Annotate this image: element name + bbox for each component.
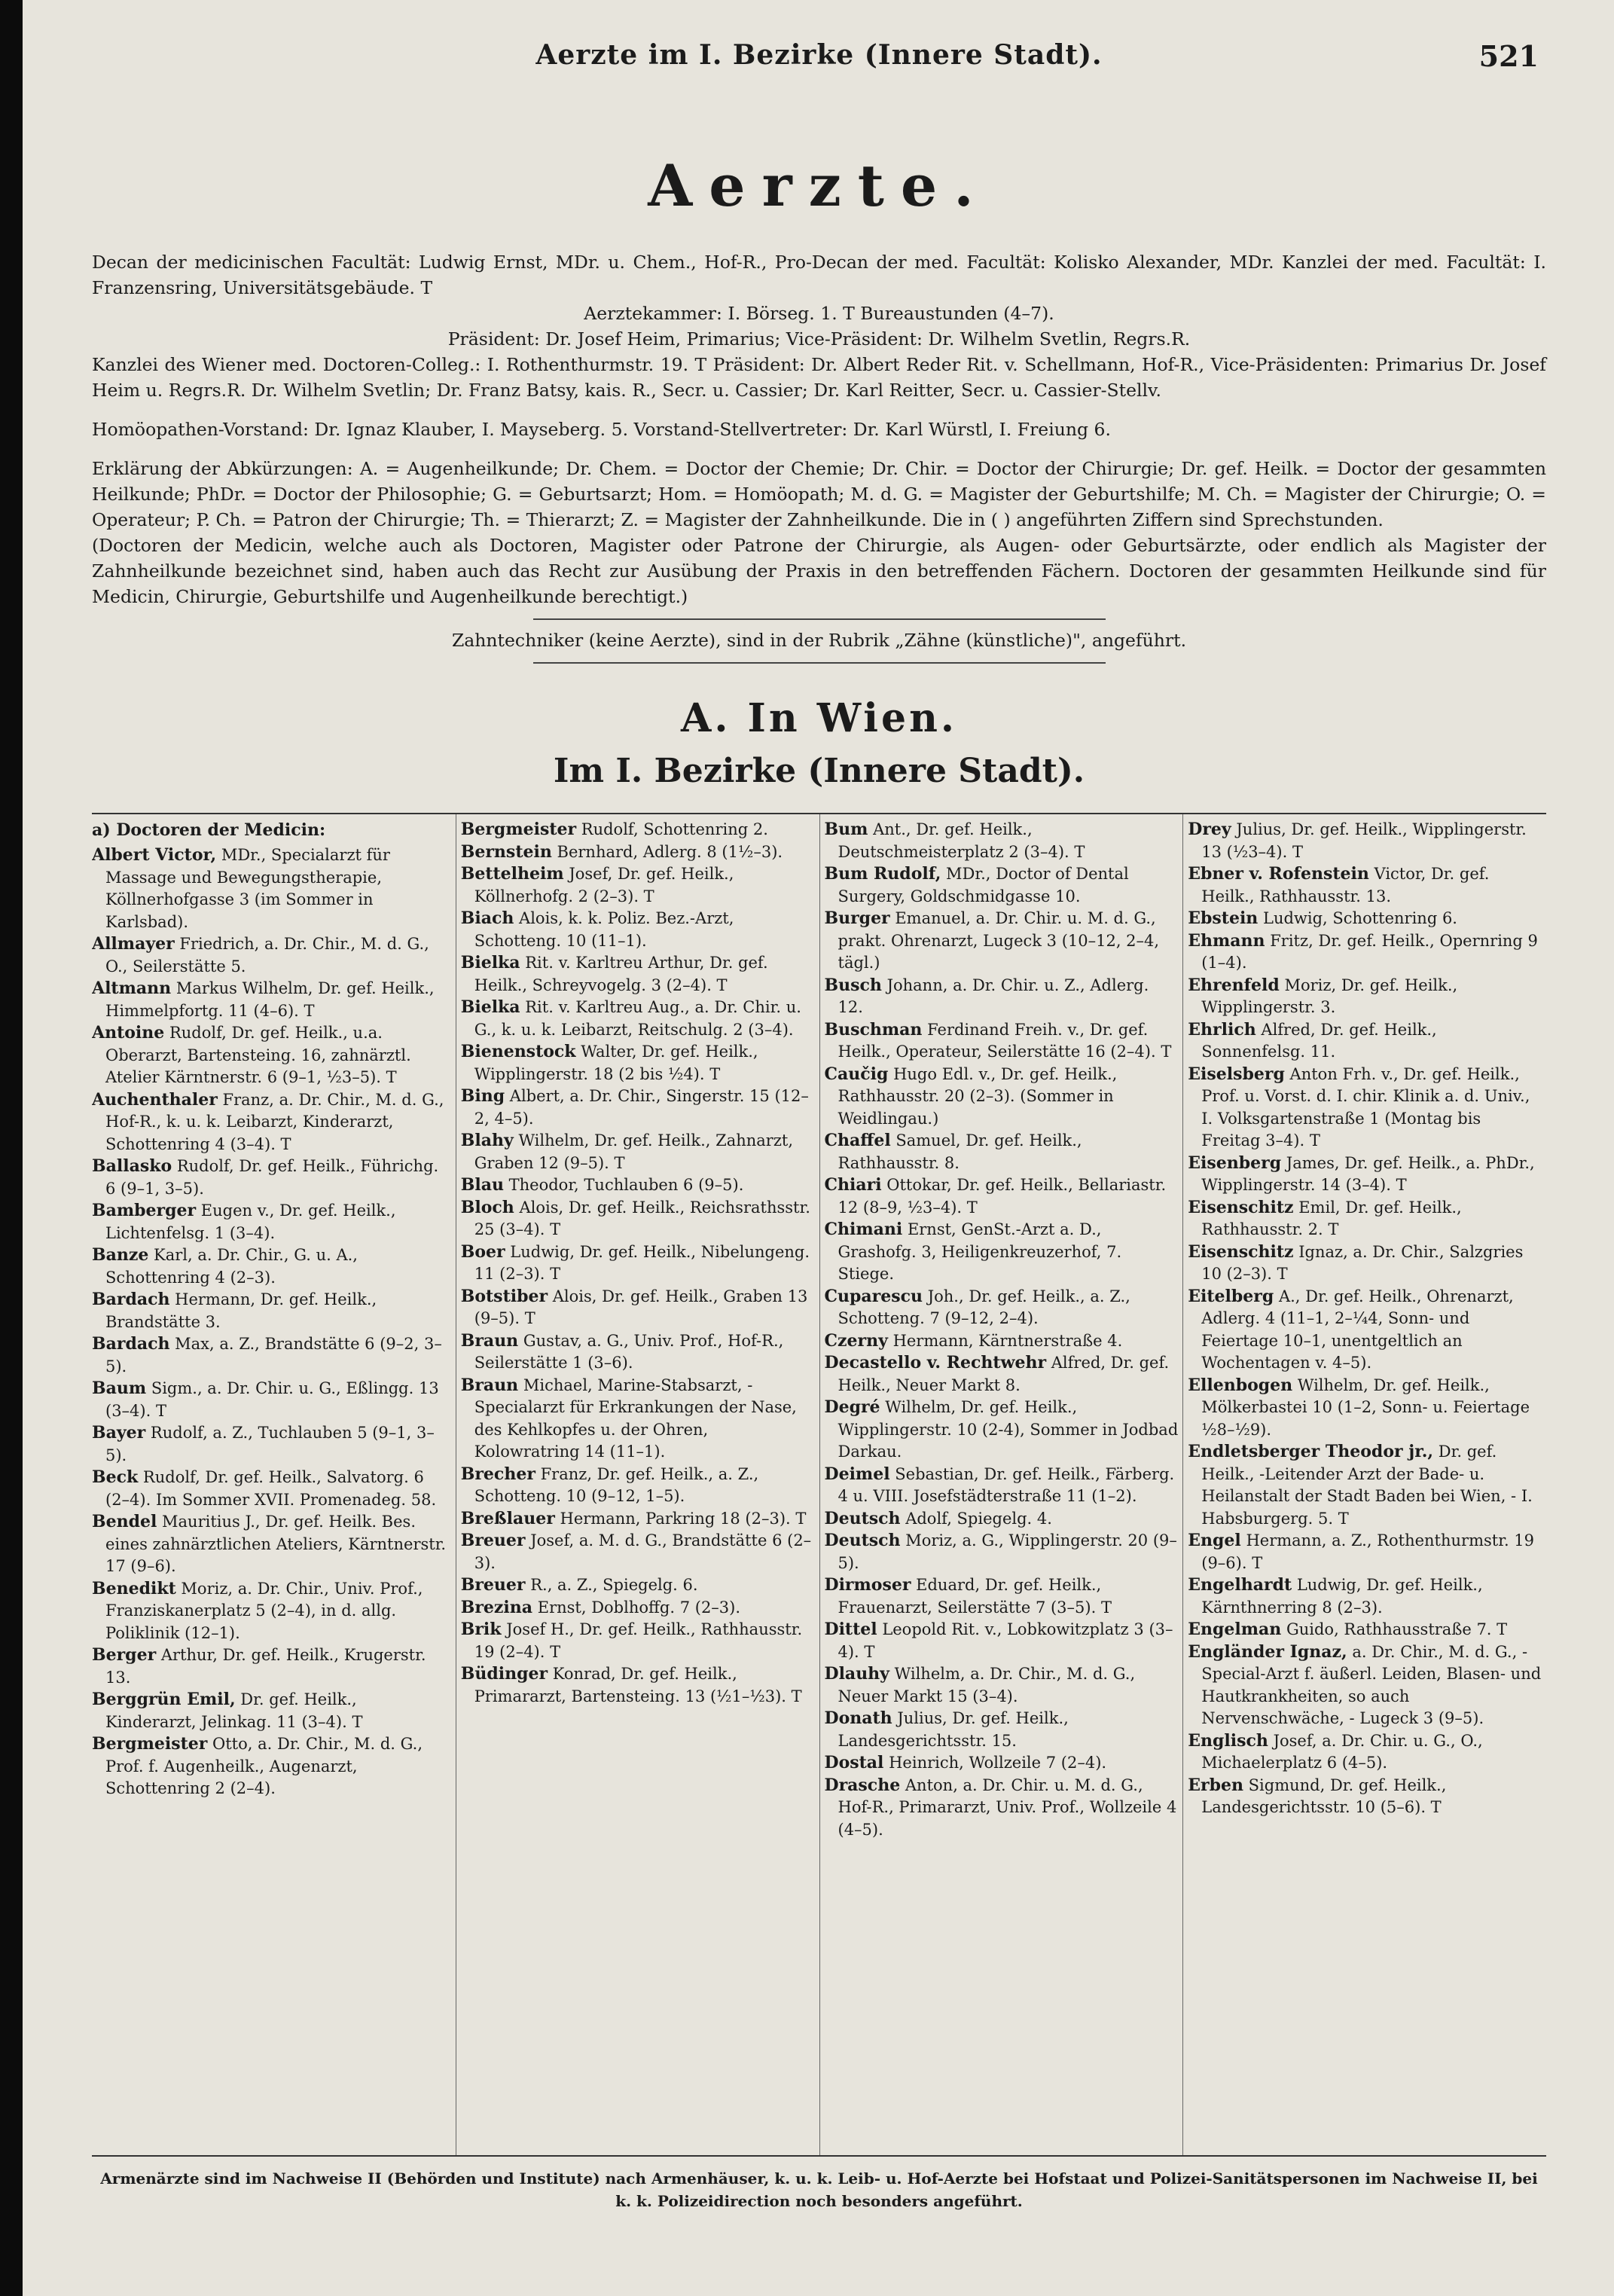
directory-entry (825, 819, 1179, 863)
directory-entry (92, 1022, 451, 1089)
president-paragraph: Präsident: Dr. Josef Heim, Primarius; Vice-Präsident: Dr. Wilhelm Svetlin, Regrs.R. (447, 328, 1191, 350)
directory-entry (92, 1467, 451, 1511)
entry-name: Bettelheim (460, 864, 564, 884)
directory-entry (461, 1174, 815, 1197)
directory-entry (825, 1508, 1179, 1531)
entry-name: Degré (824, 1397, 880, 1417)
entry-name: Büdinger (460, 1664, 548, 1684)
entry-details: Moriz, Dr. gef. Heilk., Wipplingerstr. 3. (1201, 975, 1458, 1016)
directory-entry (825, 1219, 1179, 1286)
directory-entry (92, 1733, 451, 1800)
entry-details: Sebastian, Dr. gef. Heilk., Färberg. 4 u. VIII. Josefstädterstraße 11 (1–2). (838, 1464, 1175, 1505)
directory-entry (825, 1019, 1179, 1064)
directory-entry (461, 1041, 815, 1085)
main-title: Aerzte. (648, 152, 990, 219)
entry-name: Engelhardt (1188, 1575, 1292, 1595)
directory-entry (461, 1286, 815, 1330)
entry-details: Wilhelm, Dr. gef. Heilk., Wipplingerstr. 10 (2-4), Sommer in Jodbad Darkau. (838, 1398, 1179, 1461)
entry-name: Brik (460, 1620, 502, 1639)
entry-name: Czerny (824, 1330, 888, 1351)
entry-name: Albert Victor, (92, 845, 217, 865)
entry-name: Deutsch (824, 1531, 901, 1550)
directory-entry (825, 1619, 1179, 1663)
entry-details: Moriz, a. G., Wipplingerstr. 20 (9–5). (838, 1531, 1177, 1572)
entry-name: Drasche (824, 1775, 901, 1795)
entry-name: Bloch (460, 1197, 514, 1217)
entry-name: Breßlauer (460, 1508, 555, 1528)
entry-name: Bing (460, 1086, 505, 1106)
entry-details: MDr., Doctor of Dental Surgery, Goldschmidgasse 10. (838, 865, 1129, 905)
doctors-note-paragraph: (Doctoren der Medicin, welche auch als Doctoren, Magister oder Patrone der Chirurgie, als Augen- oder Geburtsärzte, oder endlich als Magister der Zahnheilkunde bezeichnet sind, haben auch das Recht zur Ausübung der Praxis in den betreffenden Fächern. Doctoren der gesammten Heilkunde sind für Medicin, Chirurgie, Geburtshilfe und Augenheilkunde berechtigt.) (92, 535, 1546, 607)
entry-name: Bergmeister (460, 820, 577, 839)
directory-entry (1188, 1641, 1542, 1730)
entry-details: Ottokar, Dr. gef. Heilk., Bellariastr. 12 (8–9, ½3–4). T (838, 1176, 1167, 1217)
entry-name: Ehrlich (1188, 1019, 1256, 1040)
entry-name: Ebstein (1188, 908, 1259, 928)
entry-name: Cuparescu (824, 1286, 923, 1306)
entry-details: Friedrich, a. Dr. Chir., M. d. G., O., Seilerstätte 5. (105, 935, 429, 975)
directory-entry (92, 1156, 451, 1200)
entry-details: Ludwig, Dr. gef. Heilk., Kärnthnerring 8 (2–3). (1201, 1576, 1483, 1617)
entry-name: Eisenberg (1188, 1153, 1282, 1173)
entry-name: Englisch (1188, 1730, 1268, 1751)
entry-details: Josef, Dr. gef. Heilk., Köllnerhofg. 2 (2–3). T (474, 865, 734, 905)
directory-entry (92, 1289, 451, 1333)
directory-entry (92, 1422, 451, 1467)
entry-details: Josef, a. M. d. G., Brandstätte 6 (2–3). (474, 1531, 812, 1572)
entry-name: Ellenbogen (1188, 1375, 1293, 1395)
directory-entry (825, 1286, 1179, 1330)
entry-name: Berggrün Emil, (92, 1690, 236, 1709)
entry-details: Josef, a. Dr. Chir. u. G., O., Michaelerplatz 6 (4–5). (1201, 1731, 1483, 1772)
entry-details: Ferdinand Freih. v., Dr. gef. Heilk., Operateur, Seilerstätte 16 (2–4). T (838, 1020, 1172, 1061)
entry-name: Bendel (92, 1512, 157, 1531)
entry-details: Heinrich, Wollzeile 7 (2–4). (889, 1754, 1107, 1772)
entry-details: Konrad, Dr. gef. Heilk., Primararzt, Bartensteing. 13 (½1–½3). T (474, 1665, 802, 1705)
running-title: Aerzte im I. Bezirke (Innere Stadt). (535, 39, 1103, 71)
entry-details: Alfred, Dr. gef. Heilk., Neuer Markt 8. (838, 1354, 1170, 1394)
entry-details: Theodor, Tuchlauben 6 (9–5). (508, 1176, 744, 1194)
entry-details: Emanuel, a. Dr. Chir. u. M. d. G., prakt. Ohrenarzt, Lugeck 3 (10–12, 2–4, tägl.) (838, 909, 1160, 972)
entry-details: Hermann, Dr. gef. Heilk., Brandstätte 3. (105, 1290, 377, 1331)
entry-name: Busch (824, 975, 882, 995)
entry-name: Caučig (824, 1064, 889, 1084)
directory-entry (1188, 1775, 1542, 1819)
directory-entry (825, 908, 1179, 975)
directory-column-2 (456, 814, 819, 2155)
entry-name: Antoine (92, 1023, 165, 1043)
entry-name: Banze (92, 1245, 149, 1265)
directory-entry (1188, 863, 1542, 908)
directory-entry (1188, 1375, 1542, 1442)
entry-name: Boer (460, 1241, 505, 1262)
entry-name: Breuer (460, 1531, 526, 1550)
entry-name: Deutsch (824, 1508, 901, 1528)
directory-entry (1188, 1441, 1542, 1530)
entry-details: Alois, k. k. Poliz. Bez.-Arzt, Schotteng. 10 (11–1). (474, 909, 734, 950)
entry-name: Bernstein (460, 841, 552, 862)
directory-entry (1188, 1730, 1542, 1775)
entry-name: Braun (460, 1375, 519, 1395)
entry-details: Dr. gef. Heilk., -Leitender Arzt der Bade- u. Heilanstalt der Stadt Baden bei Wien, - I. Habsburgerg. 5. T (1201, 1443, 1533, 1528)
entry-name: Eisenschitz (1188, 1241, 1294, 1262)
directory-entry (1188, 819, 1542, 863)
directory-entry (461, 863, 815, 908)
entry-name: Dostal (824, 1753, 884, 1772)
entry-name: Brecher (460, 1464, 535, 1484)
entry-details: Arthur, Dr. gef. Heilk., Krugerstr. 13. (105, 1646, 426, 1687)
entry-name: Engelman (1188, 1620, 1282, 1639)
entry-details: Leopold Rit. v., Lobkowitzplatz 3 (3–4). T (838, 1620, 1173, 1661)
entry-details: Hermann, Kärntnerstraße 4. (892, 1331, 1123, 1350)
directory-entry (825, 1663, 1179, 1708)
directory-entry (825, 1352, 1179, 1397)
directory-entry (461, 1574, 815, 1597)
directory-entry (92, 1333, 451, 1378)
entry-details: Wilhelm, Dr. gef. Heilk., Mölkerbastei 10 (1–2, Sonn- u. Feiertage ½8–½9). (1201, 1375, 1530, 1439)
entry-name: Dittel (824, 1620, 877, 1639)
entry-details: Hermann, a. Z., Rothenthurmstr. 19 (9–6). T (1201, 1531, 1535, 1572)
directory-entry (461, 1330, 815, 1375)
entry-name: Erben (1188, 1775, 1243, 1795)
entry-details: Ernst, Doblhoffg. 7 (2–3). (537, 1598, 741, 1617)
entry-name: Engländer Ignaz, (1188, 1641, 1347, 1662)
college-paragraph: Kanzlei des Wiener med. Doctoren-Colleg.: I. Rothenthurmstr. 19. T Präsident: Dr. Albert Reder Rit. v. Schellmann, Hof-R., Vice-Präsidenten: Primarius Dr. Josef Heim u. Regrs.R. Dr. Wilhelm Svetlin; Dr. Franz Batsy, kais. R., Secr. u. Cassier; Dr. Karl Reitter, Secr. u. Cassier-Stellv. (92, 354, 1546, 401)
entry-details: Mauritius J., Dr. gef. Heilk. Bes. eines zahnärztlichen Ateliers, Kärntnerstr. 17 (9–6). (105, 1513, 447, 1575)
entry-details: Ernst, GenSt.-Arzt a. D., Grashofg. 3, Heiligenkreuzerhof, 7. Stiege. (838, 1220, 1122, 1283)
entry-details: Alfred, Dr. gef. Heilk., Sonnenfelsg. 11. (1201, 1020, 1437, 1061)
entry-details: Ludwig, Schottenring 6. (1263, 909, 1457, 927)
entry-name: Benedikt (92, 1578, 176, 1598)
directory-entry (825, 1330, 1179, 1353)
entry-details: Rudolf, Dr. gef. Heilk., Salvatorg. 6 (2–4). Im Sommer XVII. Promenadeg. 58. (105, 1468, 437, 1509)
entry-details: Markus Wilhelm, Dr. gef. Heilk., Himmelpfortg. 11 (4–6). T (105, 979, 435, 1020)
entry-name: Bayer (92, 1423, 146, 1443)
entry-name: Blau (460, 1175, 504, 1195)
directory-entry (1188, 1619, 1542, 1641)
entry-name: Bienenstock (460, 1042, 576, 1061)
entry-details: Ant., Dr. gef. Heilk., Deutschmeisterplatz 2 (3–4). T (838, 820, 1085, 861)
entry-name: Burger (824, 908, 890, 928)
directory-entry (825, 1775, 1179, 1842)
entry-name: Dirmoser (824, 1575, 911, 1595)
directory-entry (92, 1578, 451, 1645)
directory-column-1 (92, 814, 456, 2155)
directory-entry (92, 1511, 451, 1578)
entry-details: Emil, Dr. gef. Heilk., Rathhausstr. 2. T (1201, 1198, 1462, 1238)
entry-details: Joh., Dr. gef. Heilk., a. Z., Schotteng. 7 (9–12, 2–4). (838, 1287, 1130, 1327)
directory-entry (92, 978, 451, 1022)
directory-entry (461, 1130, 815, 1174)
entry-details: Guido, Rathhausstraße 7. T (1286, 1620, 1508, 1638)
entry-details: Johann, a. Dr. Chir. u. Z., Adlerg. 12. (838, 975, 1149, 1016)
directory-entry (1188, 908, 1542, 930)
entry-details: a. Dr. Chir., M. d. G., -Special-Arzt f. äußerl. Leiden, Blasen- und Hautkrankheiten, so auch Nervenschwäche, - Lugeck 3 (9–5). (1201, 1642, 1542, 1727)
entry-details: Rudolf, Dr. gef. Heilk., Führichg. 6 (9–1, 3–5). (105, 1157, 439, 1198)
entry-details: Max, a. Z., Brandstätte 6 (9–2, 3–5). (105, 1335, 442, 1375)
entry-details: Anton, a. Dr. Chir. u. M. d. G., Hof-R., Primararzt, Univ. Prof., Wollzeile 4 (4–5). (838, 1775, 1177, 1839)
entry-details: Wilhelm, a. Dr. Chir., M. d. G., Neuer Markt 15 (3–4). (838, 1665, 1136, 1705)
entry-name: Engel (1188, 1531, 1241, 1550)
directory-entry (461, 841, 815, 864)
directory-entry (461, 1464, 815, 1508)
intro (92, 249, 1546, 664)
entry-details: Franz, Dr. gef. Heilk., a. Z., Schotteng. 10 (9–12, 1–5). (474, 1464, 759, 1505)
entry-details: Rudolf, Schottenring 2. (581, 820, 768, 838)
entry-name: Buschman (824, 1019, 923, 1040)
entry-details: Sigm., a. Dr. Chir. u. G., Eßlingg. 13 (3–4). T (105, 1379, 439, 1420)
entry-details: Wilhelm, Dr. gef. Heilk., Zahnarzt, Graben 12 (9–5). T (474, 1131, 794, 1172)
directory-entry (92, 1244, 451, 1289)
directory-entry (92, 1689, 451, 1733)
homeopaths-paragraph: Homöopathen-Vorstand: Dr. Ignaz Klauber, I. Mayseberg. 5. Vorstand-Stellvertreter: Dr. Karl Würstl, I. Freiung 6. (92, 419, 1111, 440)
page-number: 521 (1478, 39, 1539, 73)
entry-name: Blahy (460, 1131, 514, 1150)
entry-name: Endletsberger Theodor jr., (1188, 1442, 1434, 1461)
directory-entry (825, 1130, 1179, 1174)
running-head (92, 39, 1546, 84)
chamber-paragraph: Aerztekammer: I. Börseg. 1. T Bureaustunden (4–7). (584, 303, 1054, 324)
entry-name: Ballasko (92, 1156, 172, 1176)
entry-details: Hermann, Parkring 18 (2–3). T (560, 1509, 807, 1528)
directory-entry (1188, 1197, 1542, 1241)
directory-entry (92, 1200, 451, 1244)
entry-details: Dr. gef. Heilk., Kinderarzt, Jelinkag. 11 (3–4). T (105, 1690, 363, 1731)
directory-entry (825, 1174, 1179, 1219)
entry-name: Braun (460, 1330, 519, 1351)
directory-entry (461, 952, 815, 997)
entry-details: Alois, Dr. gef. Heilk., Graben 13 (9–5). T (474, 1287, 808, 1327)
directory-entry (1188, 975, 1542, 1019)
entry-name: Allmayer (92, 934, 175, 954)
directory-column-4 (1182, 814, 1546, 2155)
entry-name: Dlauhy (824, 1664, 889, 1684)
directory-entry (825, 1464, 1179, 1508)
entry-name: Eiselsberg (1188, 1064, 1285, 1084)
entry-details: Ludwig, Dr. gef. Heilk., Nibelungeng. 11 (2–3). T (474, 1242, 810, 1283)
entry-name: Beck (92, 1467, 139, 1487)
section-heading-b: Im I. Bezirke (Innere Stadt). (553, 752, 1085, 790)
directory-entry (461, 819, 815, 841)
directory-entry (825, 1752, 1179, 1775)
directory-entry (825, 1574, 1179, 1619)
entry-details: Rudolf, a. Z., Tuchlauben 5 (9–1, 3–5). (105, 1424, 435, 1464)
entry-details: MDr., Specialarzt für Massage und Bewegungstherapie, Köllnerhofgasse 3 (im Sommer in Karlsbad). (105, 846, 390, 931)
directory-entry (461, 1085, 815, 1130)
entry-details: Julius, Dr. gef. Heilk., Landesgerichtsstr. 15. (838, 1709, 1069, 1750)
entry-details: Alois, Dr. gef. Heilk., Reichsrathsstr. 25 (3–4). T (474, 1198, 810, 1238)
entry-name: Biach (460, 908, 514, 928)
entry-name: Bergmeister (92, 1734, 208, 1754)
directory-column-3 (819, 814, 1183, 2155)
separator-line (533, 618, 1106, 620)
entry-details: Walter, Dr. gef. Heilk., Wipplingerstr. 18 (2 bis ½4). T (474, 1043, 758, 1083)
entry-name: Auchenthaler (92, 1089, 218, 1110)
entry-details: Michael, Marine-Stabsarzt, -Specialarzt für Erkrankungen der Nase, des Kehlkopfes u. der Ohren, Kolowratring 14 (11–1). (474, 1375, 797, 1461)
directory-entry (461, 997, 815, 1041)
entry-name: Ehmann (1188, 930, 1265, 951)
entry-details: Rudolf, Dr. gef. Heilk., u.a. Oberarzt, Bartensteing. 16, zahnärztl. Atelier Kärntnerstr. 6 (9–1, ½3–5). T (105, 1024, 411, 1086)
directory-entry (92, 1089, 451, 1156)
entry-name: Deimel (824, 1464, 890, 1484)
entry-details: A., Dr. gef. Heilk., Ohrenarzt, Adlerg. 4 (11–1, 2–¼4, Sonn- und Feiertage 10–1, unentgeltlich an Wochentagen v. 4–5). (1201, 1287, 1514, 1372)
entry-details: Gustav, a. G., Univ. Prof., Hof-R., Seilerstätte 1 (3–6). (474, 1331, 784, 1372)
directory-entry (461, 1597, 815, 1620)
entry-name: Bielka (460, 953, 520, 972)
abbreviations-paragraph: Erklärung der Abkürzungen: A. = Augenheilkunde; Dr. Chem. = Doctor der Chemie; Dr. Chir. = Doctor der Chirurgie; Dr. gef. Heilk. = Doctor der gesammten Heilkunde; PhDr. = Doctor der Philosophie; G. = Geburtsarzt; Hom. = Homöopath; M. d. G. = Magister der Geburtshilfe; M. Ch. = Magister der Chirurgie; O. = Operateur; P. Ch. = Patron der Chirurgie; Th. = Thierarzt; Z. = Magister der Zahnheilkunde. Die in ( ) angeführten Ziffern sind Sprechstunden. (92, 458, 1546, 530)
entry-details: Sigmund, Dr. gef. Heilk., Landesgerichtsstr. 10 (5–6). T (1201, 1775, 1447, 1816)
entry-details: Hugo Edl. v., Dr. gef. Heilk., Rathhausstr. 20 (2–3). (Sommer in Weidlingau.) (838, 1064, 1118, 1128)
directory-entry (461, 1530, 815, 1574)
entry-name: Botstiber (460, 1286, 548, 1306)
directory-entry (825, 1397, 1179, 1464)
directory-entry (1188, 1286, 1542, 1375)
entry-details: James, Dr. gef. Heilk., a. PhDr., Wipplingerstr. 14 (3–4). T (1201, 1153, 1535, 1194)
entry-name: Altmann (92, 979, 172, 998)
directory-entry (461, 1375, 815, 1464)
entry-name: Bum Rudolf, (824, 864, 941, 884)
directory-entry (1188, 1530, 1542, 1574)
directory-entry (461, 908, 815, 952)
entry-details: Franz, a. Dr. Chir., M. d. G., Hof-R., k. u. k. Leibarzt, Kinderarzt, Schottenring 4 (3–4). T (105, 1090, 444, 1153)
entry-details: Fritz, Dr. gef. Heilk., Opernring 9 (1–4). (1201, 931, 1538, 972)
entry-name: Donath (824, 1708, 892, 1728)
entry-details: Ignaz, a. Dr. Chir., Salzgries 10 (2–3). T (1201, 1242, 1524, 1283)
footnote: Armenärzte sind im Nachweise II (Behörden und Institute) nach Armenhäuser, k. u. k. Leib- u. Hof-Aerzte bei Hofstaat und Polizei-Sanitätspersonen im Nachweise II, bei k. k. Polizeidirection noch besonders angeführt. (100, 2169, 1538, 2210)
directory-entry (461, 1197, 815, 1241)
section-heading-a: A. In Wien. (680, 695, 958, 741)
entry-details: Moriz, a. Dr. Chir., Univ. Prof., Franziskanerplatz 5 (2–4), in d. allg. Poliklinik (12–1). (105, 1579, 423, 1642)
separator-line (533, 662, 1106, 664)
directory-entry (1188, 1153, 1542, 1197)
directory-entry (1188, 1064, 1542, 1153)
directory-entry (825, 975, 1179, 1019)
directory-entry (825, 1064, 1179, 1131)
page (23, 0, 1614, 2296)
entry-details: R., a. Z., Spiegelg. 6. (530, 1576, 698, 1594)
directory-entry (92, 933, 451, 978)
entry-name: Ebner v. Rofenstein (1188, 864, 1369, 884)
entry-name: Breuer (460, 1575, 526, 1595)
directory-entry (825, 1530, 1179, 1574)
subheading: a) Doctoren der Medicin: (92, 820, 326, 840)
entry-name: Eisenschitz (1188, 1197, 1294, 1217)
entry-name: Bamberger (92, 1201, 197, 1220)
entry-details: Josef H., Dr. gef. Heilk., Rathhausstr. 19 (2–4). T (474, 1620, 803, 1661)
entry-details: Julius, Dr. gef. Heilk., Wipplingerstr. 13 (½3–4). T (1201, 820, 1527, 861)
entry-name: Berger (92, 1645, 157, 1665)
entry-details: Anton Frh. v., Dr. gef. Heilk., Prof. u. Vorst. d. I. chir. Klinik a. d. Univ., I. Volksgartenstraße 1 (Montag bis Freitag 3–4). T (1201, 1064, 1530, 1150)
entry-details: Karl, a. Dr. Chir., G. u. A., Schottenring 4 (2–3). (105, 1246, 358, 1287)
directory-entry (825, 863, 1179, 908)
directory-entry (461, 1663, 815, 1708)
dean-paragraph: Decan der medicinischen Facultät: Ludwig Ernst, MDr. u. Chem., Hof-R., Pro-Decan der med. Facultät: Kolisko Alexander, MDr. Kanzlei der med. Facultät: I. Franzensring, Universitätsgebäude. T (92, 252, 1546, 298)
directory-entry (1188, 930, 1542, 975)
directory-entry (92, 844, 451, 933)
directory-entry (1188, 1241, 1542, 1286)
entry-details: Samuel, Dr. gef. Heilk., Rathhausstr. 8. (838, 1131, 1082, 1172)
directory-entry (1188, 1574, 1542, 1619)
entry-details: Adolf, Spiegelg. 4. (905, 1509, 1052, 1528)
directory-entry (461, 1508, 815, 1531)
entry-details: Rit. v. Karltreu Aug., a. Dr. Chir. u. G., k. u. k. Leibarzt, Reitschulg. 2 (3–4). (474, 998, 801, 1039)
entry-name: Eitelberg (1188, 1286, 1274, 1306)
entry-name: Decastello v. Rechtwehr (824, 1353, 1047, 1372)
entry-name: Chimani (824, 1220, 903, 1239)
entry-name: Baum (92, 1379, 147, 1398)
entry-name: Ehrenfeld (1188, 975, 1280, 995)
directory-columns (92, 813, 1546, 2157)
entry-name: Brezina (460, 1597, 533, 1617)
entry-details: Victor, Dr. gef. Heilk., Rathhausstr. 13. (1201, 865, 1490, 905)
entry-details: Bernhard, Adlerg. 8 (1½–3). (557, 842, 783, 861)
entry-details: Albert, a. Dr. Chir., Singerstr. 15 (12–2, 4–5). (474, 1087, 809, 1128)
entry-name: Bum (824, 820, 868, 839)
entry-details: Eugen v., Dr. gef. Heilk., Lichtenfelsg. 1 (3–4). (105, 1201, 396, 1242)
directory-entry (825, 1708, 1179, 1752)
directory-entry (92, 1644, 451, 1689)
directory-entry (461, 1241, 815, 1286)
entry-details: Otto, a. Dr. Chir., M. d. G., Prof. f. Augenheilk., Augenarzt, Schottenring 2 (2–4). (105, 1735, 423, 1797)
entry-name: Bardach (92, 1334, 170, 1354)
entry-name: Bielka (460, 997, 520, 1017)
entry-details: Eduard, Dr. gef. Heilk., Frauenarzt, Seilerstätte 7 (3–5). T (838, 1576, 1112, 1617)
directory-entry (1188, 1019, 1542, 1064)
entry-details: Rit. v. Karltreu Arthur, Dr. gef. Heilk., Schreyvogelg. 3 (2–4). T (474, 954, 768, 994)
entry-name: Chaffel (824, 1131, 891, 1150)
directory-entry (461, 1619, 815, 1663)
dental-paragraph: Zahntechniker (keine Aerzte), sind in der Rubrik „Zähne (künstliche)", angeführt. (451, 630, 1187, 651)
directory-entry (92, 1378, 451, 1422)
entry-name: Bardach (92, 1290, 170, 1309)
entry-name: Chiari (824, 1175, 882, 1195)
entry-name: Drey (1188, 820, 1231, 839)
